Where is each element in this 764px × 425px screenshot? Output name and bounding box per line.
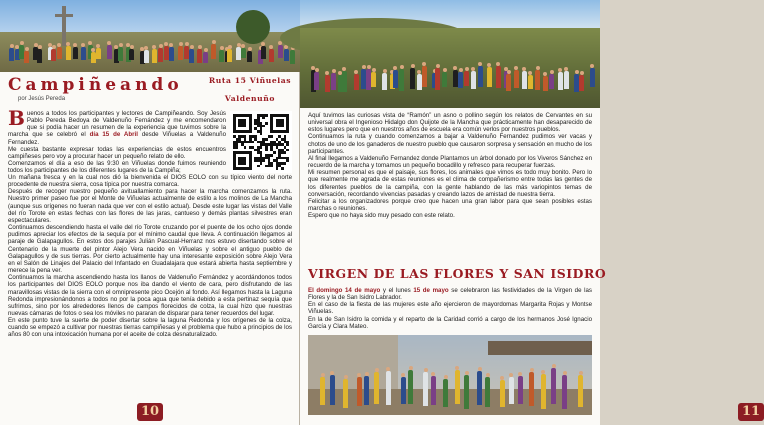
paragraph: Continuamos descendiendo hasta el valle del río Torote cruzando por el puente de los ocho ojos donde pudimos apreciar los efectos de la sequía por el mínimo caudal que lleva. A continuación llegamos al paraje de Galapagullos. En estos dos parajes Julián Pascual-Herranz nos estuvo disertando sobre el Centenario de la muerte del pintor Alejo Vera nacido en Viñuelas y sobre el antiguo pueblo de Galapagullos y de sus tierras. Por cierto actualmente hay una interesante exposición sobre Alejo Vera en el Salón de Linajes del Palacio del Infantado en Guadalajara que estará abierta hasta septiembre y merece la pena ver.	[8, 224, 292, 275]
person-figure	[509, 377, 514, 404]
byline: por Jesús Pereda	[18, 96, 66, 102]
section-body	[308, 287, 592, 330]
person-figure	[562, 375, 567, 409]
person-figure	[247, 51, 252, 62]
person-figure	[371, 72, 376, 87]
person-figure	[219, 50, 224, 62]
person-figure	[314, 72, 319, 90]
person-figure	[73, 47, 78, 59]
article-title: Campiñeando	[8, 75, 183, 95]
person-figure	[549, 74, 554, 89]
person-figure	[500, 380, 505, 406]
person-figure	[330, 375, 335, 406]
person-figure	[408, 370, 413, 403]
paragraph: Mi resumen personal es que el paisaje, sus flores, los animales que vimos es todo muy bonito. Pero lo que realmente me agrada de estas reuniones es el clima de compañerismo entre todas las gentes de los diferentes pueblos de la campiña, con la gente hablando de las más variopintos temas de conversación, recordando vivencias pasadas y creando lazos de amistad de nuestra tierra.	[308, 169, 592, 198]
paragraph: Continuamos la ruta y cuando comenzamos a bajar a Valdenuño Fernandez pudimos ver vacas y chotos de uno de los ganaderos de nuestro pueblo que causaron sorpresa y sensación en mucho de los participantes.	[308, 133, 592, 155]
paragraph: En este punto tuve la suerte de poder disertar sobre la laguna Redonda y los orígenes de la colza, cuando se empezó a cultivar por nuestras tierras campiñesas y el problema que hubo a principios de los años 80 con una intoxicación humana por el aceite de colza desnaturalizado.	[8, 317, 292, 339]
person-figure	[382, 73, 387, 91]
person-figure	[364, 376, 369, 405]
person-figure	[197, 49, 202, 63]
person-figure	[386, 371, 391, 406]
person-figure	[227, 49, 232, 61]
person-figure	[152, 49, 157, 63]
person-figure	[290, 50, 295, 64]
lead-paragraph: Me cuesta bastante expresar todas las experiencias de estos encuentros campiñeses pero voy a procurar hacer un pequeño relato de ello.	[8, 145, 226, 160]
person-figure	[522, 71, 527, 90]
article-subtitle	[208, 76, 292, 103]
person-figure	[342, 71, 347, 92]
person-figure	[496, 66, 501, 88]
person-figure	[529, 372, 534, 406]
paragraph: Aquí tuvimos las curiosas vista de “Ramón” un asno o pollino según los relatos de Cervantes en su universal obra el Ingenioso Hidalgo don Quijote de la Mancha que prácticamente han desaparecido de estos lugares pero que en nuestros años de escuela era común verlos por nuestros pueblos.	[308, 112, 592, 134]
person-figure	[354, 74, 359, 90]
person-figure	[541, 374, 546, 408]
paragraph: En la de San Isidro la comida y el reparto de la Caridad corrió a cargo de los hermanos José Ignacio García y Clara Mateo.	[308, 315, 592, 330]
lead-date: día 15 de Abril	[89, 131, 138, 139]
person-figure	[485, 377, 490, 406]
person-figure	[57, 47, 62, 58]
person-figure	[518, 376, 523, 404]
group-photo-march	[300, 0, 600, 108]
page-number-left: 10	[137, 403, 163, 421]
section-lead-rest: se celebraron las festividades de la Virgen de las Flores y la de San Isidro Labrador.	[308, 287, 592, 302]
tree	[236, 10, 270, 44]
person-figure	[241, 48, 246, 58]
paragraph: En el caso de la fiesta de las mujeres este año ejercieron de mayordomas Margarita Rojas y Montse Viñuelas.	[308, 301, 592, 316]
person-figure	[464, 71, 469, 86]
person-figure	[374, 372, 379, 404]
person-figure	[478, 66, 483, 87]
person-figure	[578, 375, 583, 407]
person-figure	[169, 47, 174, 61]
person-figure	[51, 49, 56, 61]
building-roof	[488, 341, 592, 355]
paragraph: Un mañana fresca y en la cual nos dió la bienvenida el DIOS EOLO con su típico viento del norte procedente de nuestra sierra, cosa típica por nuestra comarca.	[8, 174, 292, 189]
person-figure	[442, 72, 447, 87]
person-figure	[357, 377, 362, 405]
person-figure	[401, 377, 406, 404]
stone-cross	[62, 6, 66, 46]
lead-paragraph: Comenzamos el día a eso de las 9:30 en Viñuelas donde fuimos reuniendo todos los participantes de los diferentes lugares de la Campiña;	[8, 160, 226, 175]
person-figure	[343, 379, 348, 408]
person-figure	[443, 379, 448, 407]
person-figure	[506, 74, 511, 92]
person-figure	[514, 70, 519, 88]
person-figure	[158, 48, 163, 63]
person-figure	[81, 47, 86, 61]
person-figure	[118, 47, 123, 61]
person-figure	[9, 48, 14, 61]
person-figure	[477, 371, 482, 405]
article-body-left	[8, 174, 292, 339]
person-figure	[564, 71, 569, 89]
person-figure	[528, 75, 533, 89]
person-figure	[410, 68, 415, 89]
person-figure	[393, 70, 398, 88]
person-figure	[164, 46, 169, 60]
person-figure	[422, 66, 427, 88]
section-date-1: El domingo 14 de mayo	[308, 287, 381, 294]
section-lead-mid: y el lunes	[380, 287, 414, 294]
paragraph: Felicitar a los organizadores porque creo que hacen una gran labor para que sean posibles estas marchas o reuniones.	[308, 197, 592, 213]
person-figure	[487, 67, 492, 87]
person-figure	[431, 376, 436, 405]
paragraph: Continuamos la marcha ascendiendo hasta los llanos de Valdenuño Fernández y acordándonos todos los participantes del DIOS EOLO porque nos iba dando el viento de cara, pero disfrutando de las maravillosas vistas de la sierra con el omnipresente pico Ocejón al fondo. Así llegamos hasta la Laguna Redonda impresionándonos a todos no por la poca agua que tenía debido a esta pertinaz sequía que sufrimos, sino por los alrededores llenos de campos florecidos de colza, la cual hizo que nuestras nuevas cámaras de fotos o sea los móviles no pararan de disparar para tener recuerdos del lugar.	[8, 274, 292, 317]
person-figure	[543, 76, 548, 91]
person-figure	[24, 51, 29, 63]
person-figure	[471, 71, 476, 89]
person-figure	[284, 49, 289, 61]
paragraph: Espero que no haya sido muy pesado con este relato.	[308, 212, 455, 220]
article-subtitle-line2: Valdenuño	[224, 94, 276, 103]
page-left	[0, 0, 300, 425]
lead-text-1: uenos a todos los participantes y lectores de Campiñeando. Soy Jesús Pablo Pereda Bedoya de Valdenuño Fernández y me encomendaron que si podía hacer un resumen de la experiencia que tuvimos sobre la marcha que se celebró el	[8, 110, 226, 139]
person-figure	[203, 52, 208, 64]
person-figure	[189, 49, 194, 64]
person-figure	[435, 68, 440, 89]
person-figure	[455, 370, 460, 404]
paragraph: Después de recoger nuestro pequeño avituallamiento para hacer la marcha comenzamos la ruta. Nuestro primer paseo fue por el Monte de Viñuelas actualmente de estilo a los molinos de La Mancha (aunque sus orígenes no fueran nada que ver con el estilo actual). Desde este lugar las vistas del Valle del río Torote en estas fechas con las flores de las jaras, cantueso y demás plantas silvestres eran espectaculares.	[8, 188, 292, 224]
person-figure	[535, 70, 540, 90]
person-figure	[261, 46, 266, 59]
section-title: VIRGEN DE LAS FLORES Y SAN ISIDRO	[308, 266, 607, 281]
lead-text-2: desde Viñuelas a Valdenuño Fernandez.	[8, 131, 226, 146]
page-number-right: 11	[738, 403, 764, 421]
person-figure	[269, 49, 274, 63]
person-figure	[458, 72, 463, 88]
article-body-right	[308, 112, 592, 219]
drop-cap: B	[8, 106, 25, 130]
person-figure	[129, 49, 134, 61]
page-right	[300, 0, 761, 425]
person-figure	[579, 75, 584, 91]
person-figure	[91, 52, 96, 64]
article-subtitle-line1: Ruta 15 Viñuelas -	[208, 76, 292, 94]
group-photo-hikers	[0, 0, 300, 72]
article-lead	[8, 106, 226, 175]
person-figure	[464, 375, 469, 408]
person-figure	[37, 49, 42, 63]
person-figure	[331, 73, 336, 91]
section-date-2: 15 de mayo	[413, 287, 449, 294]
person-figure	[66, 46, 71, 61]
person-figure	[96, 48, 101, 58]
person-figure	[453, 70, 458, 87]
person-figure	[399, 69, 404, 91]
group-photo-festival	[308, 335, 592, 415]
person-figure	[558, 72, 563, 90]
person-figure	[423, 372, 428, 406]
person-figure	[551, 368, 556, 404]
section-lead	[308, 287, 592, 301]
person-figure	[107, 45, 112, 59]
person-figure	[144, 50, 149, 63]
qr-code[interactable]	[230, 111, 292, 173]
person-figure	[278, 45, 283, 58]
person-figure	[590, 68, 595, 87]
person-figure	[325, 75, 330, 91]
person-figure	[178, 46, 183, 60]
person-figure	[320, 377, 325, 405]
paragraph: Al final llegamos a Valdenuño Fernandez donde Plantamos un árbol donado por los Viveros Sánchez en recuerdo de la marcha y tomamos un pequeño bocadillo y refresco para recuperar fuerzas.	[308, 154, 592, 170]
person-figure	[211, 44, 216, 59]
